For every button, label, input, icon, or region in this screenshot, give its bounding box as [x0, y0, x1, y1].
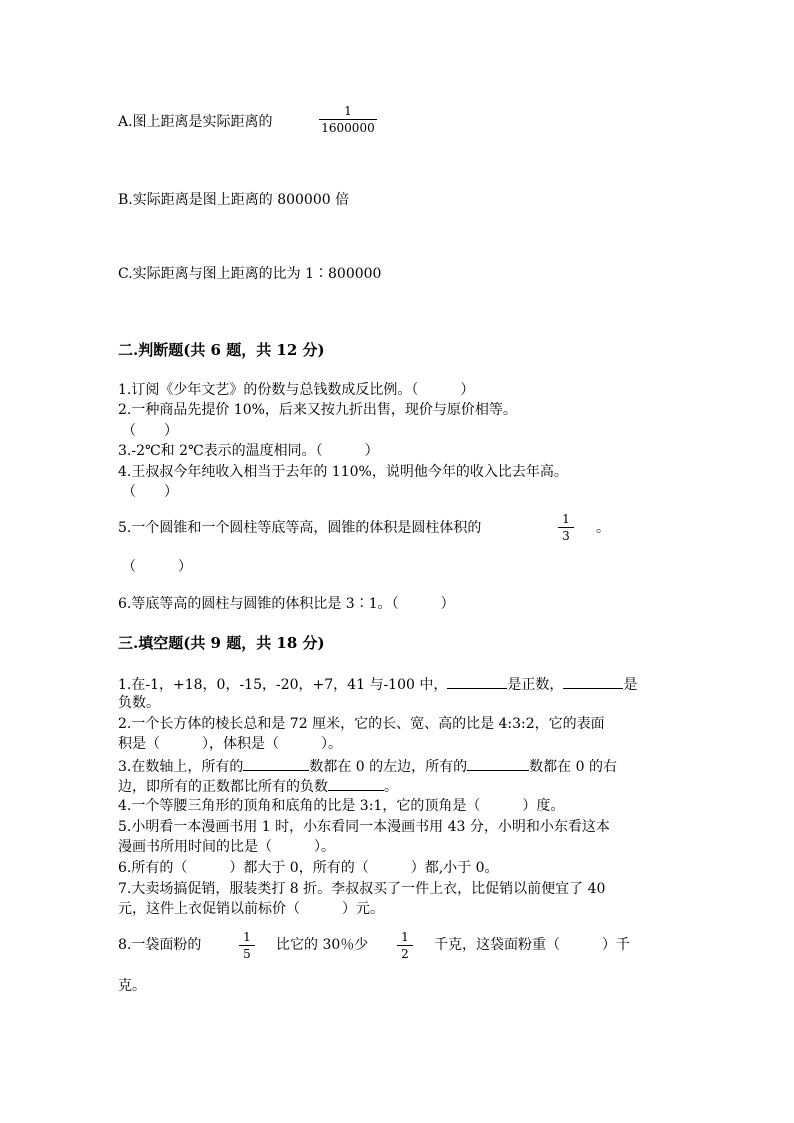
fraction-bar	[239, 945, 255, 946]
fill-q2-cont: 积是（ ），体积是（ ）。	[118, 736, 342, 752]
fill-q3-text: 3.在数轴上，所有的	[118, 759, 244, 775]
fraction-numerator: 1	[243, 930, 251, 944]
fraction-bar	[319, 119, 377, 120]
fill-q3-cont	[118, 776, 398, 796]
judge-q5-blank: （ ）	[122, 559, 192, 575]
fraction-bar	[558, 527, 574, 528]
fill-q8-pre: 8.一袋面粉的	[118, 937, 202, 953]
fraction-numerator: 1	[562, 512, 570, 526]
fill-q8-mid: 比它的 30％少	[276, 937, 369, 953]
fill-q8-cont: 克。	[118, 978, 146, 994]
option-a	[118, 113, 273, 131]
answer-blank	[467, 756, 529, 771]
fill-q8-fraction2	[397, 930, 413, 961]
judge-q3: 3.-2℃和 2℃表示的温度相同。（ ）	[118, 443, 379, 459]
judge-q2: 2.一种商品先提价 10%，后来又按九折出售，现价与原价相等。	[118, 402, 517, 418]
fill-q7-cont: 元，这件上衣促销以前标价（ ）元。	[118, 901, 384, 917]
fill-q3-text-end: 数都在 0 的右	[529, 759, 617, 775]
option-c	[118, 265, 381, 283]
judge-q4-blank: （ ）	[122, 484, 178, 500]
answer-blank	[447, 674, 507, 689]
fill-q4: 4.一个等腰三角形的顶角和底角的比是 3:1，它的顶角是（ ）度。	[118, 798, 565, 814]
fill-q1-text: 1.在-1，+18，0，-15，-20，+7，41 与-100 中，	[118, 677, 448, 693]
section3-heading: 三.填空题(共 9 题，共 18 分)	[118, 634, 325, 652]
fraction-bar	[397, 945, 413, 946]
answer-blank	[328, 776, 384, 791]
judge-q1: 1.订阅《少年文艺》的份数与总钱数成反比例。（ ）	[118, 382, 475, 398]
option-a-fraction	[319, 104, 377, 135]
option-a-text: A.图上距离是实际距离的	[118, 114, 273, 130]
fill-q3	[118, 756, 617, 776]
fill-q8-post: 千克，这袋面粉重（ ）千	[434, 937, 630, 953]
fill-q3-cont-end: 。	[384, 779, 398, 795]
judge-q5	[118, 519, 481, 537]
answer-blank	[243, 756, 309, 771]
fill-q3-text-mid: 数都在 0 的左边，所有的	[309, 759, 468, 775]
judge-q6: 6.等底等高的圆柱与圆锥的体积比是 3∶1。（ ）	[118, 596, 455, 612]
judge-q4: 4.王叔叔今年纯收入相当于去年的 110%，说明他今年的收入比去年高。	[118, 464, 568, 480]
fill-q7: 7.大卖场搞促销，服装类打 8 折。李叔叔买了一件上衣，比促销以前便宜了 40	[118, 881, 606, 897]
fraction-numerator: 1	[344, 104, 352, 118]
judge-q5-text: 5.一个圆锥和一个圆柱等底等高，圆锥的体积是圆柱体积的	[118, 520, 482, 536]
fraction-denominator: 1600000	[321, 121, 375, 135]
fraction-numerator: 1	[401, 930, 409, 944]
fill-q1-text-mid: 是正数，	[507, 677, 564, 693]
fill-q3-cont-text: 边，即所有的正数都比所有的负数	[118, 779, 328, 795]
fill-q5-cont: 漫画书所用时间的比是（ ）。	[118, 839, 335, 855]
option-b-text: B.实际距离是图上距离的 800000 倍	[118, 192, 350, 208]
option-b	[118, 191, 349, 209]
fill-q6: 6.所有的（ ）都大于 0，所有的（ ）都,小于 0。	[118, 860, 499, 876]
fill-q5: 5.小明看一本漫画书用 1 时，小东看同一本漫画书用 43 分，小明和小东看这本	[118, 819, 610, 835]
option-c-text: C.实际距离与图上距离的比为 1∶800000	[118, 266, 382, 282]
fill-q1-cont: 负数。	[118, 695, 160, 711]
judge-q5-end: 。	[596, 520, 610, 536]
fraction-denominator: 2	[401, 947, 409, 961]
fraction-denominator: 5	[243, 947, 251, 961]
fill-q2: 2.一个长方体的棱长总和是 72 厘米，它的长、宽、高的比是 4:3:2，它的表面	[118, 716, 605, 732]
section2-heading: 二.判断题(共 6 题，共 12 分)	[118, 341, 325, 359]
judge-q5-fraction	[558, 512, 574, 543]
fill-q1-text-end: 是	[623, 677, 638, 693]
fill-q1	[118, 674, 637, 694]
fraction-denominator: 3	[562, 529, 570, 543]
fill-q8-fraction1	[239, 930, 255, 961]
judge-q2-blank: （ ）	[122, 423, 178, 439]
answer-blank	[563, 674, 623, 689]
